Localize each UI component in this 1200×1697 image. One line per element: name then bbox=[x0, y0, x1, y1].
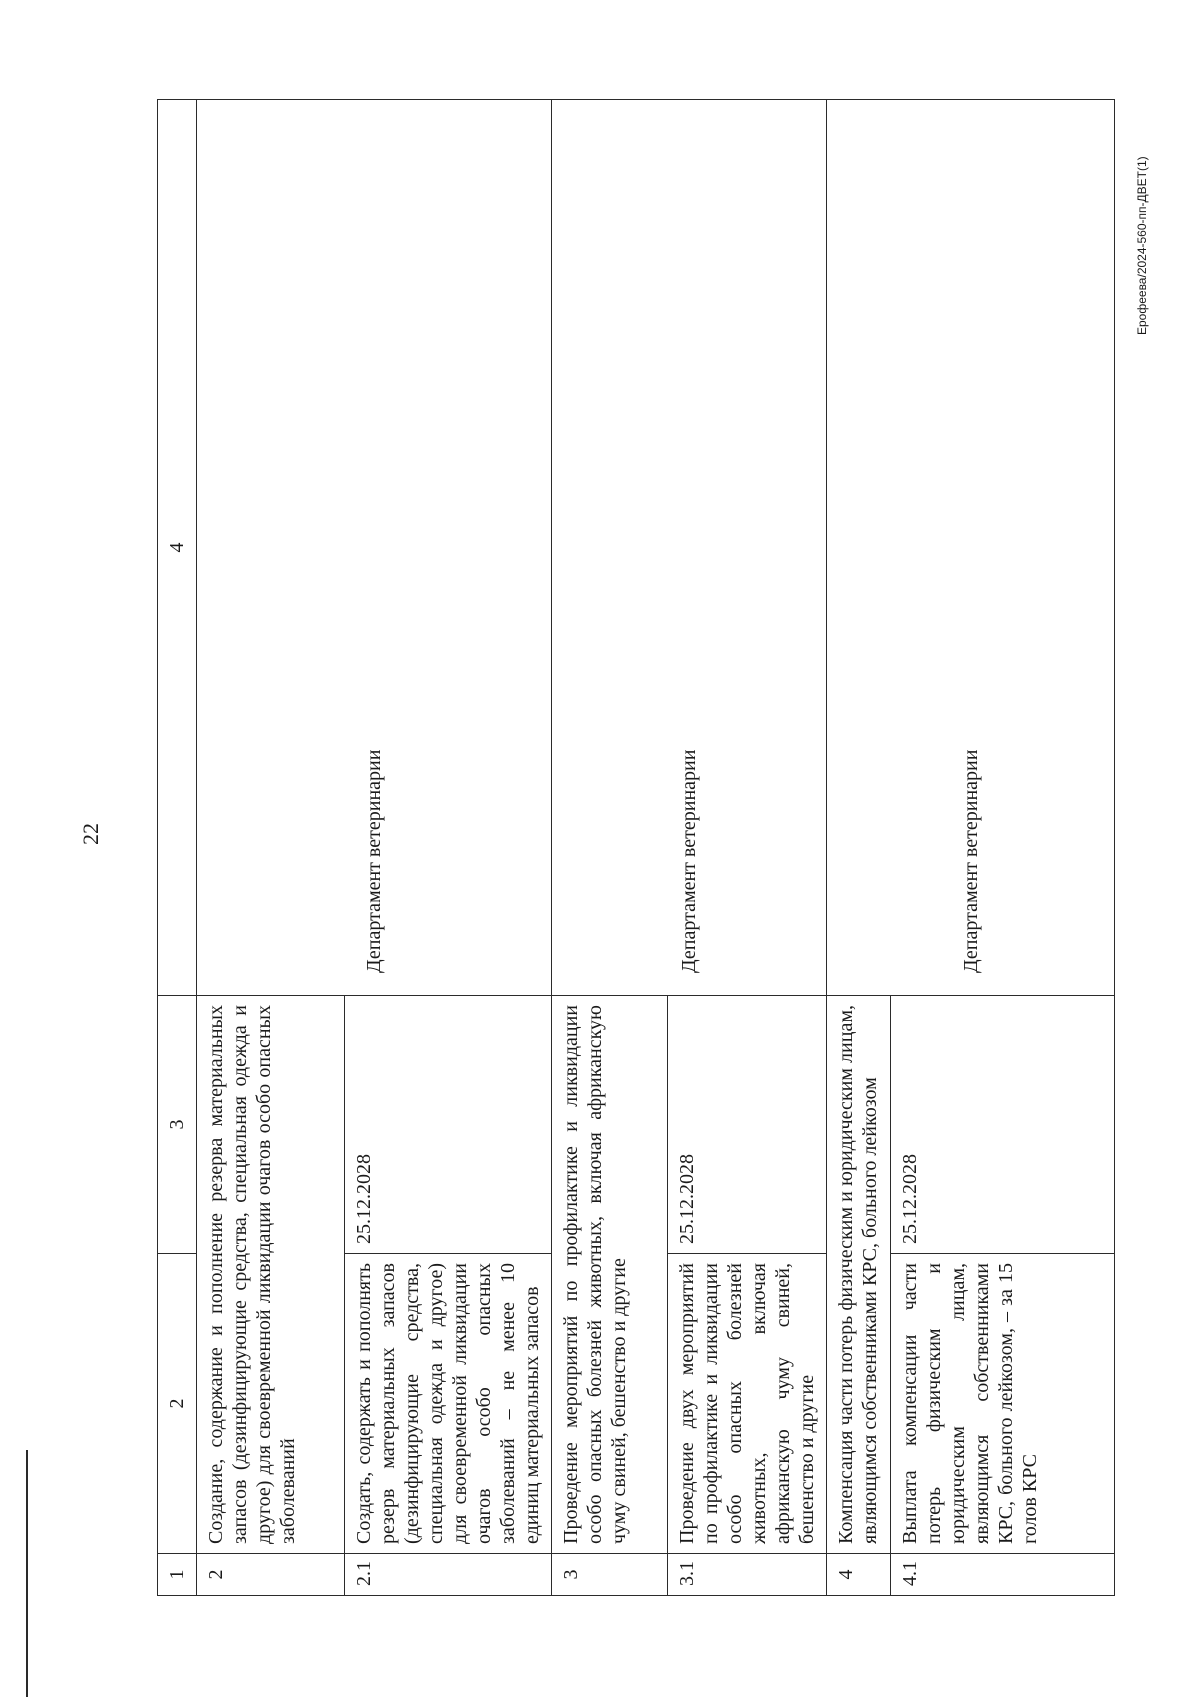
row-date: 25.12.2028 bbox=[668, 996, 827, 1254]
row-number: 2 bbox=[197, 1554, 345, 1596]
row-number: 3.1 bbox=[668, 1554, 827, 1596]
row-number: 4 bbox=[827, 1554, 891, 1596]
row-executor: Департамент ветеринарии bbox=[827, 100, 1115, 996]
header-col-4: 4 bbox=[158, 100, 197, 996]
row-description: Создание, содержание и пополнение резерва материальных запасов (дезинфицирующие средства, специальная одежда и другое) для своевременной ликвидации очагов особо опасных заболеваний bbox=[197, 996, 345, 1554]
row-executor: Департамент ветеринарии bbox=[197, 100, 552, 996]
table-row bbox=[197, 100, 345, 1596]
plan-table bbox=[157, 99, 1115, 1596]
table-row bbox=[827, 100, 891, 1596]
table-row bbox=[552, 100, 668, 1596]
document-reference: Ерофеева/2024-560-пп-ДВЕТ(1) bbox=[1135, 156, 1149, 335]
row-date: 25.12.2028 bbox=[891, 996, 1115, 1254]
row-number: 4.1 bbox=[891, 1554, 1115, 1596]
header-col-2: 2 bbox=[158, 1254, 197, 1554]
row-description: Компенсация части потерь физическим и юридическим лицам, являющимся собственниками КРС, больного лейкозом bbox=[827, 996, 891, 1554]
row-description: Проведение мероприятий по профилактике и ликвидации особо опасных болезней животных, включая африканскую чуму свиней, бешенство и другие bbox=[552, 996, 668, 1554]
row-date: 25.12.2028 bbox=[345, 996, 552, 1254]
header-col-3: 3 bbox=[158, 996, 197, 1254]
row-description: Создать, содержать и пополнять резерв материальных запасов (дезинфицирующие средства, специальная одежда и другое) для своевременной ликвидации очагов особо опасных заболеваний – не менее 10 единиц материальных запасов bbox=[345, 1254, 552, 1554]
margin-line bbox=[26, 1450, 28, 1697]
header-col-1: 1 bbox=[158, 1554, 197, 1596]
row-number: 2.1 bbox=[345, 1554, 552, 1596]
page-number: 22 bbox=[78, 823, 103, 845]
row-executor: Департамент ветеринарии bbox=[552, 100, 827, 996]
row-number: 3 bbox=[552, 1554, 668, 1596]
row-description: Проведение двух мероприятий по профилактике и ликвидации особо опасных болезней животных, включая африканскую чуму свиней, бешенство и другие bbox=[668, 1254, 827, 1554]
rotated-table-wrapper bbox=[157, 100, 1115, 1596]
row-description: Выплата компенсации части потерь физическим и юридическим лицам, являющимся собственниками КРС, больного лейкозом, – за 15 голов КРС bbox=[891, 1254, 1115, 1554]
header-row bbox=[158, 100, 197, 1596]
